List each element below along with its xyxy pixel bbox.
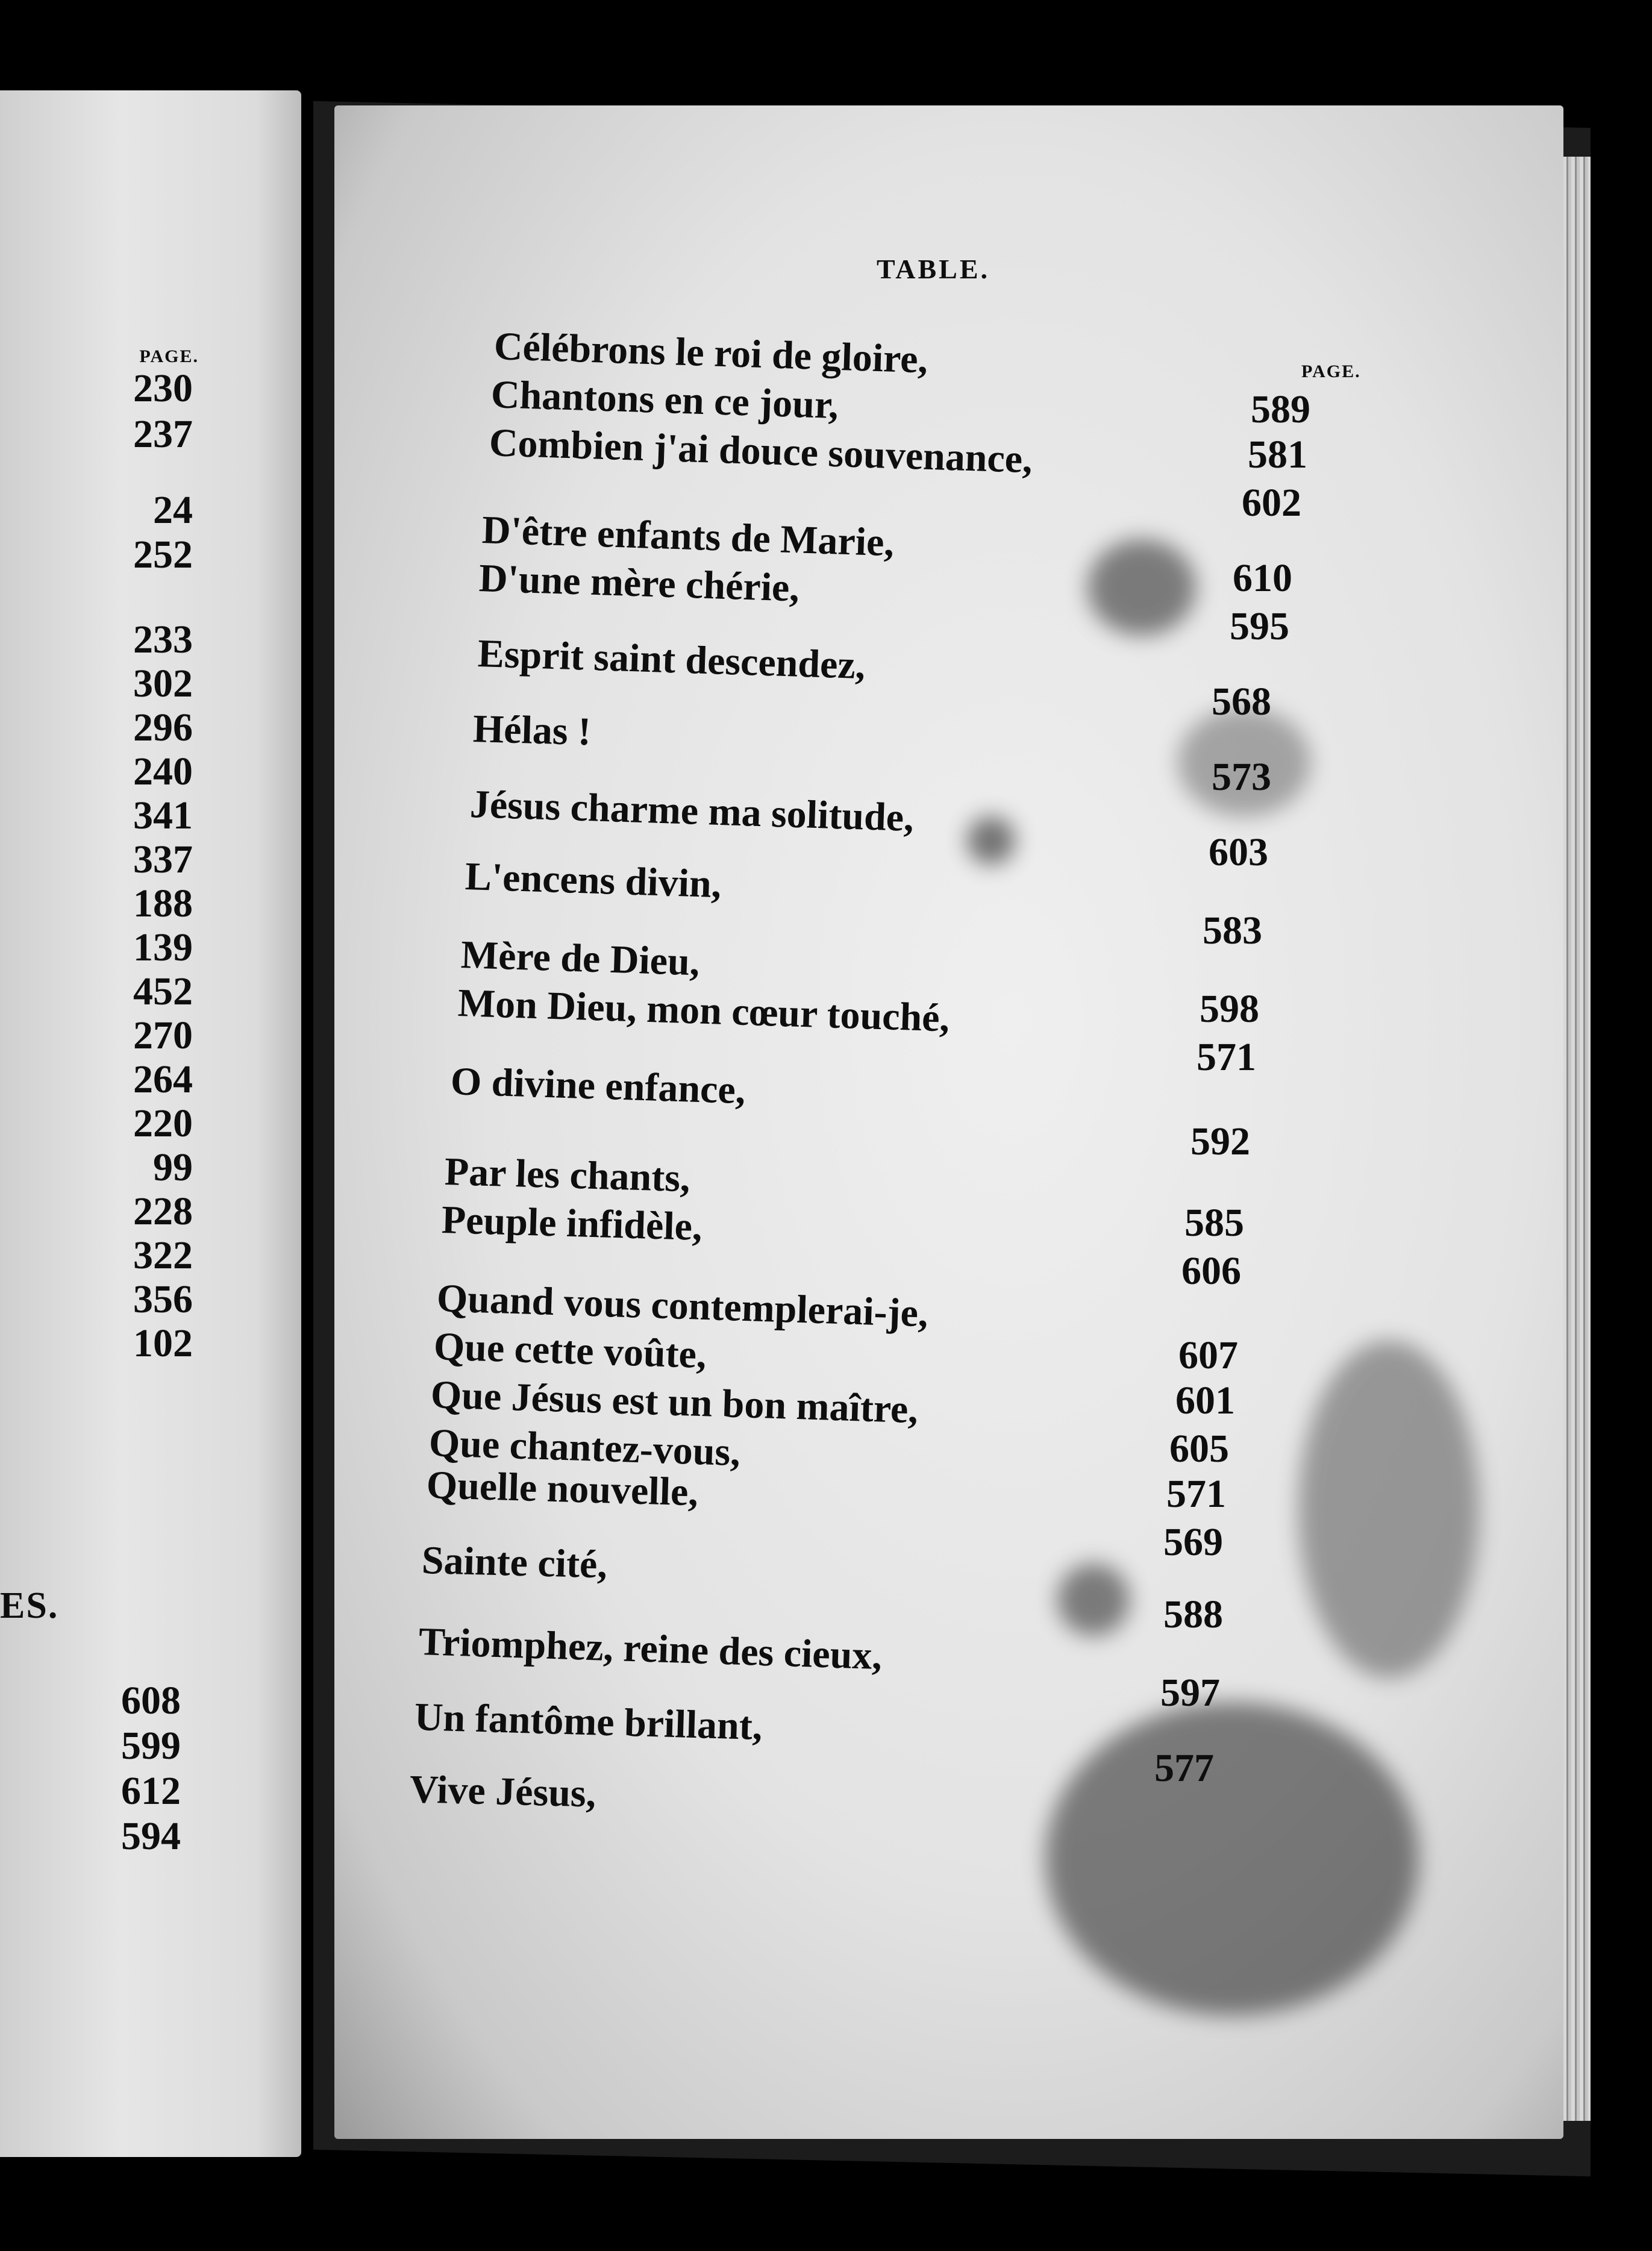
left-page-number: 252 (133, 533, 193, 577)
toc-entry-page-number: 577 (1154, 1746, 1214, 1790)
toc-entry-title: Quelle nouvelle, (425, 1463, 699, 1515)
toc-entry-title: Sainte cité, (421, 1538, 608, 1587)
toc-entry-title: Que cette voûte, (433, 1324, 707, 1377)
toc-entry-title: L'encens divin, (464, 854, 722, 907)
toc-entry-page-number: 602 (1242, 481, 1301, 525)
toc-entry-title: Peuple infidèle, (440, 1198, 703, 1250)
left-page-number: 296 (133, 706, 193, 750)
left-page-number: 233 (133, 618, 193, 662)
toc-entry-title: Que Jésus est un bon maître, (430, 1373, 919, 1432)
left-page-number: 230 (133, 366, 193, 410)
left-page-number: 608 (121, 1679, 181, 1723)
toc-entry-title: Que chantez-vous, (428, 1421, 741, 1475)
left-page-number: 337 (133, 837, 193, 881)
toc-entry-page-number: 605 (1169, 1427, 1229, 1471)
toc-entry-page-number: 589 (1251, 387, 1310, 431)
left-page-section-fragment: ES. (0, 1585, 59, 1626)
left-page-number: 341 (133, 794, 193, 837)
toc-entry-page-number: 571 (1197, 1035, 1256, 1079)
right-page-column-label: PAGE. (1301, 362, 1361, 381)
left-page-column-label: PAGE. (139, 346, 199, 366)
toc-entry-page-number: 606 (1181, 1249, 1241, 1293)
toc-entry-page-number: 571 (1166, 1472, 1226, 1516)
toc-entry-title: Triomphez, reine des cieux, (418, 1620, 883, 1679)
toc-entry-title: Mère de Dieu, (460, 933, 701, 985)
toc-entry-page-number: 585 (1184, 1201, 1244, 1245)
toc-entry-title: Par les chants, (443, 1150, 691, 1201)
left-page-number: 102 (133, 1321, 193, 1365)
toc-entry-page-number: 597 (1160, 1671, 1220, 1715)
toc-entry-title: Hélas ! (472, 707, 592, 754)
toc-entry-page-number: 601 (1175, 1379, 1235, 1423)
left-page-number: 99 (153, 1145, 193, 1189)
toc-entry-title: Vive Jésus, (409, 1767, 597, 1816)
left-page-number: 270 (133, 1013, 193, 1057)
page-title: TABLE. (877, 254, 990, 284)
toc-entry-title: Esprit saint descendez, (477, 631, 866, 688)
left-page-number: 24 (153, 488, 193, 532)
left-page-number: 237 (133, 412, 193, 456)
toc-entry-page-number: 573 (1212, 755, 1271, 799)
toc-entry-title: Combien j'ai douce souvenance, (488, 421, 1033, 482)
left-page-number: 188 (133, 881, 193, 925)
toc-entry-title: Chantons en ce jour, (490, 372, 839, 428)
toc-entry-page-number: 603 (1209, 830, 1268, 874)
toc-entry-page-number: 583 (1203, 909, 1262, 953)
toc-entry-title: Célébrons le roi de gloire, (493, 324, 929, 382)
toc-entry-title: Jésus charme ma solitude, (469, 782, 915, 841)
toc-entry-title: Quand vous contemplerai-je, (436, 1276, 929, 1336)
toc-entry-title: O divine enfance, (449, 1059, 746, 1113)
left-page-number: 356 (133, 1277, 193, 1321)
left-page-number: 139 (133, 925, 193, 969)
left-page-number: 264 (133, 1057, 193, 1101)
left-page-number: 228 (133, 1189, 193, 1233)
toc-entry-page-number: 592 (1191, 1119, 1250, 1163)
toc-entry-title: D'être enfants de Marie, (481, 508, 895, 565)
toc-entry-page-number: 595 (1230, 604, 1289, 648)
left-page-number: 220 (133, 1101, 193, 1145)
left-page-number: 302 (133, 662, 193, 706)
toc-entry-page-number: 581 (1248, 433, 1307, 477)
toc-entry-title: D'une mère chérie, (478, 556, 800, 610)
left-page-number: 594 (121, 1814, 181, 1858)
left-page-number: 452 (133, 969, 193, 1013)
toc-entry-page-number: 569 (1163, 1520, 1223, 1564)
toc-entry-page-number: 610 (1233, 556, 1292, 600)
toc-entry-title: Mon Dieu, mon cœur touché, (457, 981, 951, 1041)
toc-entry-page-number: 588 (1163, 1592, 1223, 1636)
left-page-number: 599 (121, 1724, 181, 1768)
toc-entry-page-number: 598 (1200, 987, 1259, 1031)
toc-entry-title: Un fantôme brillant, (413, 1695, 763, 1749)
left-page-number: 240 (133, 750, 193, 794)
left-page-number: 612 (121, 1769, 181, 1813)
left-page-number: 322 (133, 1233, 193, 1277)
toc-entry-page-number: 568 (1212, 680, 1271, 724)
toc-entry-page-number: 607 (1178, 1333, 1238, 1377)
